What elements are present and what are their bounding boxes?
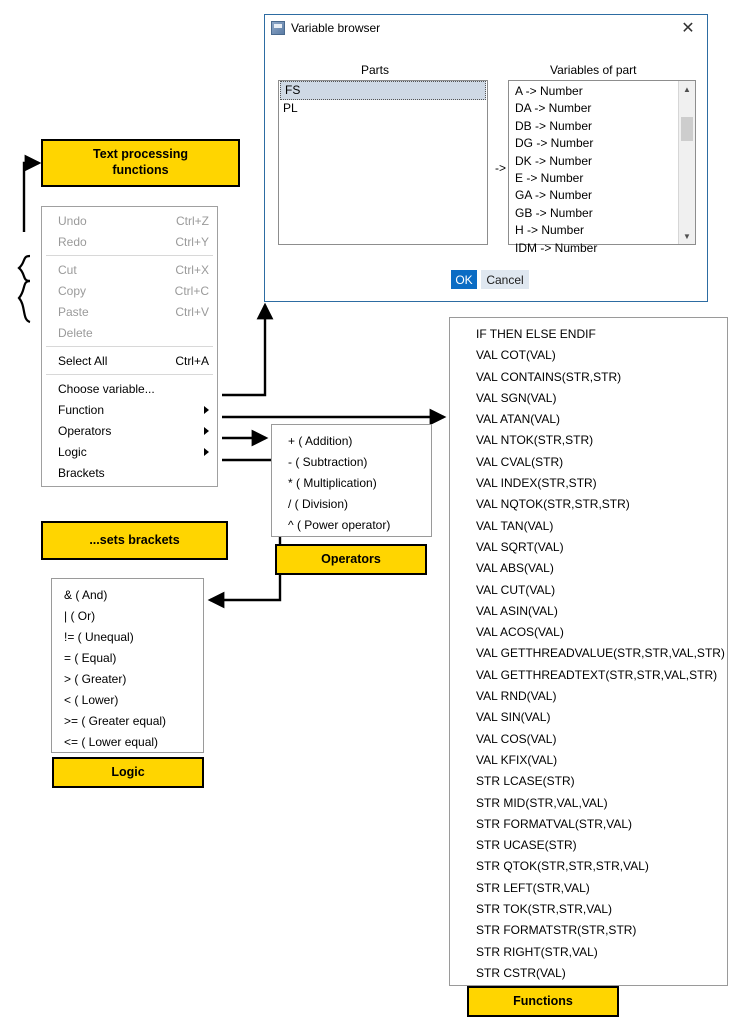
chevron-right-icon (204, 448, 209, 456)
parts-list[interactable] (278, 80, 488, 245)
callout-text-processing: Text processing functions (41, 139, 240, 187)
menu-item-division[interactable]: / ( Division) (288, 497, 349, 511)
chevron-down-icon[interactable]: ▼ (679, 228, 695, 244)
menu-item-label: Delete (58, 325, 93, 340)
menu-item-function[interactable]: STR QTOK(STR,STR,STR,VAL) (476, 859, 649, 874)
menu-item-brackets[interactable] (42, 462, 217, 483)
menu-item-label: Choose variable... (58, 381, 155, 396)
menu-item-multiplication[interactable]: * ( Multiplication) (288, 476, 377, 490)
menu-item-label: Paste (58, 304, 89, 319)
app-icon (271, 21, 285, 35)
menu-item-shortcut: Ctrl+C (174, 283, 209, 298)
list-item[interactable]: IDM -> Number (515, 240, 598, 255)
menu-item-logic[interactable] (42, 441, 217, 462)
menu-item-undo[interactable] (42, 210, 217, 231)
list-item[interactable]: DG -> Number (515, 136, 594, 151)
scrollbar-thumb[interactable] (681, 117, 693, 141)
callout-operators: Operators (275, 544, 427, 575)
callout-brackets: ...sets brackets (41, 521, 228, 560)
menu-item-select-all[interactable] (42, 350, 217, 371)
variables-label: Variables of part (550, 63, 637, 77)
list-item[interactable]: DA -> Number (515, 101, 592, 116)
close-icon[interactable]: ✕ (681, 19, 695, 37)
list-item[interactable]: H -> Number (515, 223, 585, 238)
menu-item-equal[interactable]: = ( Equal) (64, 651, 117, 665)
menu-item-function[interactable]: VAL SGN(VAL) (476, 390, 557, 405)
list-item[interactable]: FS (280, 81, 486, 100)
menu-item-lower-equal[interactable]: <= ( Lower equal) (64, 735, 159, 749)
menu-item-function[interactable]: VAL GETTHREADTEXT(STR,STR,VAL,STR) (476, 667, 718, 682)
menu-item-lower[interactable]: < ( Lower) (64, 693, 119, 707)
menu-item-function[interactable]: STR RIGHT(STR,VAL) (476, 944, 598, 959)
chevron-right-icon (204, 406, 209, 414)
dialog-titlebar (265, 15, 707, 41)
menu-item-function[interactable]: STR MID(STR,VAL,VAL) (476, 795, 608, 810)
menu-item-function[interactable]: VAL NTOK(STR,STR) (476, 433, 594, 448)
menu-item-function[interactable]: STR CSTR(VAL) (476, 965, 566, 980)
menu-item-operators[interactable] (42, 420, 217, 441)
menu-item-power[interactable]: ^ ( Power operator) (288, 518, 391, 532)
menu-item-function[interactable]: VAL ASIN(VAL) (476, 603, 558, 618)
variables-list[interactable] (509, 81, 678, 255)
transfer-arrow-label: -> (495, 161, 507, 175)
menu-item-greater[interactable]: > ( Greater) (64, 672, 127, 686)
dialog-title: Variable browser (291, 20, 381, 35)
menu-item-function[interactable]: VAL INDEX(STR,STR) (476, 476, 597, 491)
menu-item-function[interactable]: VAL SIN(VAL) (476, 710, 551, 725)
list-item[interactable]: DB -> Number (515, 118, 593, 133)
menu-item-function[interactable]: VAL ABS(VAL) (476, 561, 554, 576)
menu-item-function[interactable]: STR UCASE(STR) (476, 838, 577, 853)
menu-item-and[interactable]: & ( And) (64, 588, 108, 602)
menu-item-shortcut: Ctrl+Z (176, 213, 209, 228)
menu-item-function[interactable]: VAL COT(VAL) (476, 348, 556, 363)
context-menu (41, 206, 218, 487)
list-item[interactable]: DK -> Number (515, 153, 593, 168)
menu-item-function[interactable]: VAL NQTOK(STR,STR,STR) (476, 497, 630, 512)
menu-item-function[interactable]: VAL CVAL(STR) (476, 454, 564, 469)
menu-item-label: Cut (58, 262, 77, 277)
menu-item-shortcut: Ctrl+A (175, 353, 209, 368)
menu-item-function[interactable]: VAL ACOS(VAL) (476, 625, 564, 640)
menu-item-function[interactable]: VAL CONTAINS(STR,STR) (476, 369, 622, 384)
menu-item-redo[interactable] (42, 231, 217, 252)
list-item[interactable]: E -> Number (515, 171, 584, 186)
cancel-button[interactable]: Cancel (481, 270, 529, 289)
parts-label: Parts (361, 63, 390, 77)
menu-item-function[interactable] (42, 399, 217, 420)
menu-item-function[interactable]: VAL CUT(VAL) (476, 582, 556, 597)
menu-item-cut[interactable] (42, 259, 217, 280)
menu-separator (46, 346, 213, 347)
menu-item-function[interactable]: VAL RND(VAL) (476, 689, 557, 704)
menu-item-function[interactable]: VAL COS(VAL) (476, 731, 557, 746)
menu-item-or[interactable]: | ( Or) (64, 609, 96, 623)
scrollbar[interactable] (678, 81, 695, 244)
menu-item-label: Redo (58, 234, 87, 249)
menu-item-function[interactable]: VAL SQRT(VAL) (476, 539, 564, 554)
menu-item-copy[interactable] (42, 280, 217, 301)
functions-submenu (449, 317, 728, 986)
chevron-up-icon[interactable]: ▲ (679, 81, 695, 97)
menu-separator (46, 255, 213, 256)
menu-item-label: Undo (58, 213, 87, 228)
menu-item-addition[interactable]: + ( Addition) (288, 434, 353, 448)
list-item[interactable]: GA -> Number (515, 188, 593, 203)
menu-item-function[interactable]: VAL ATAN(VAL) (476, 412, 561, 427)
menu-item-function[interactable]: VAL KFIX(VAL) (476, 752, 558, 767)
operators-submenu (271, 424, 432, 537)
chevron-right-icon (204, 427, 209, 435)
callout-logic: Logic (52, 757, 204, 788)
menu-item-choose-variable[interactable] (42, 378, 217, 399)
menu-item-paste[interactable] (42, 301, 217, 322)
list-item[interactable]: GB -> Number (515, 205, 593, 220)
menu-item-label: Function (58, 402, 105, 417)
callout-functions: Functions (467, 986, 619, 1017)
menu-item-function[interactable]: IF THEN ELSE ENDIF (476, 327, 596, 341)
menu-item-label: Copy (58, 283, 87, 298)
menu-item-function[interactable]: STR TOK(STR,STR,VAL) (476, 902, 613, 917)
menu-item-function[interactable]: STR LEFT(STR,VAL) (476, 880, 590, 895)
menu-item-label: Operators (58, 423, 112, 438)
menu-item-function[interactable]: STR FORMATSTR(STR,STR) (476, 923, 637, 938)
logic-submenu (51, 578, 204, 753)
list-item[interactable]: PL (283, 101, 298, 115)
menu-separator (46, 374, 213, 375)
menu-item-delete[interactable] (42, 322, 217, 343)
menu-item-subtraction[interactable]: - ( Subtraction) (288, 455, 368, 469)
menu-item-function[interactable]: STR FORMATVAL(STR,VAL) (476, 816, 633, 831)
variables-list-wrapper (508, 80, 696, 255)
ok-button[interactable]: OK (451, 270, 477, 289)
menu-item-label: Brackets (58, 465, 105, 480)
menu-item-function[interactable]: STR LCASE(STR) (476, 774, 575, 789)
menu-item-greater-equal[interactable]: >= ( Greater equal) (64, 714, 167, 728)
list-item[interactable]: A -> Number (515, 84, 583, 98)
menu-item-shortcut: Ctrl+X (175, 262, 209, 277)
menu-item-function[interactable]: VAL GETTHREADVALUE(STR,STR,VAL,STR) (476, 646, 725, 661)
menu-item-label: Select All (58, 353, 108, 368)
menu-item-label: Logic (58, 444, 87, 459)
variable-browser-dialog (264, 14, 708, 302)
menu-item-function[interactable]: VAL TAN(VAL) (476, 518, 554, 533)
menu-item-unequal[interactable]: != ( Unequal) (64, 630, 134, 644)
menu-item-shortcut: Ctrl+V (175, 304, 209, 319)
menu-item-shortcut: Ctrl+Y (175, 234, 209, 249)
